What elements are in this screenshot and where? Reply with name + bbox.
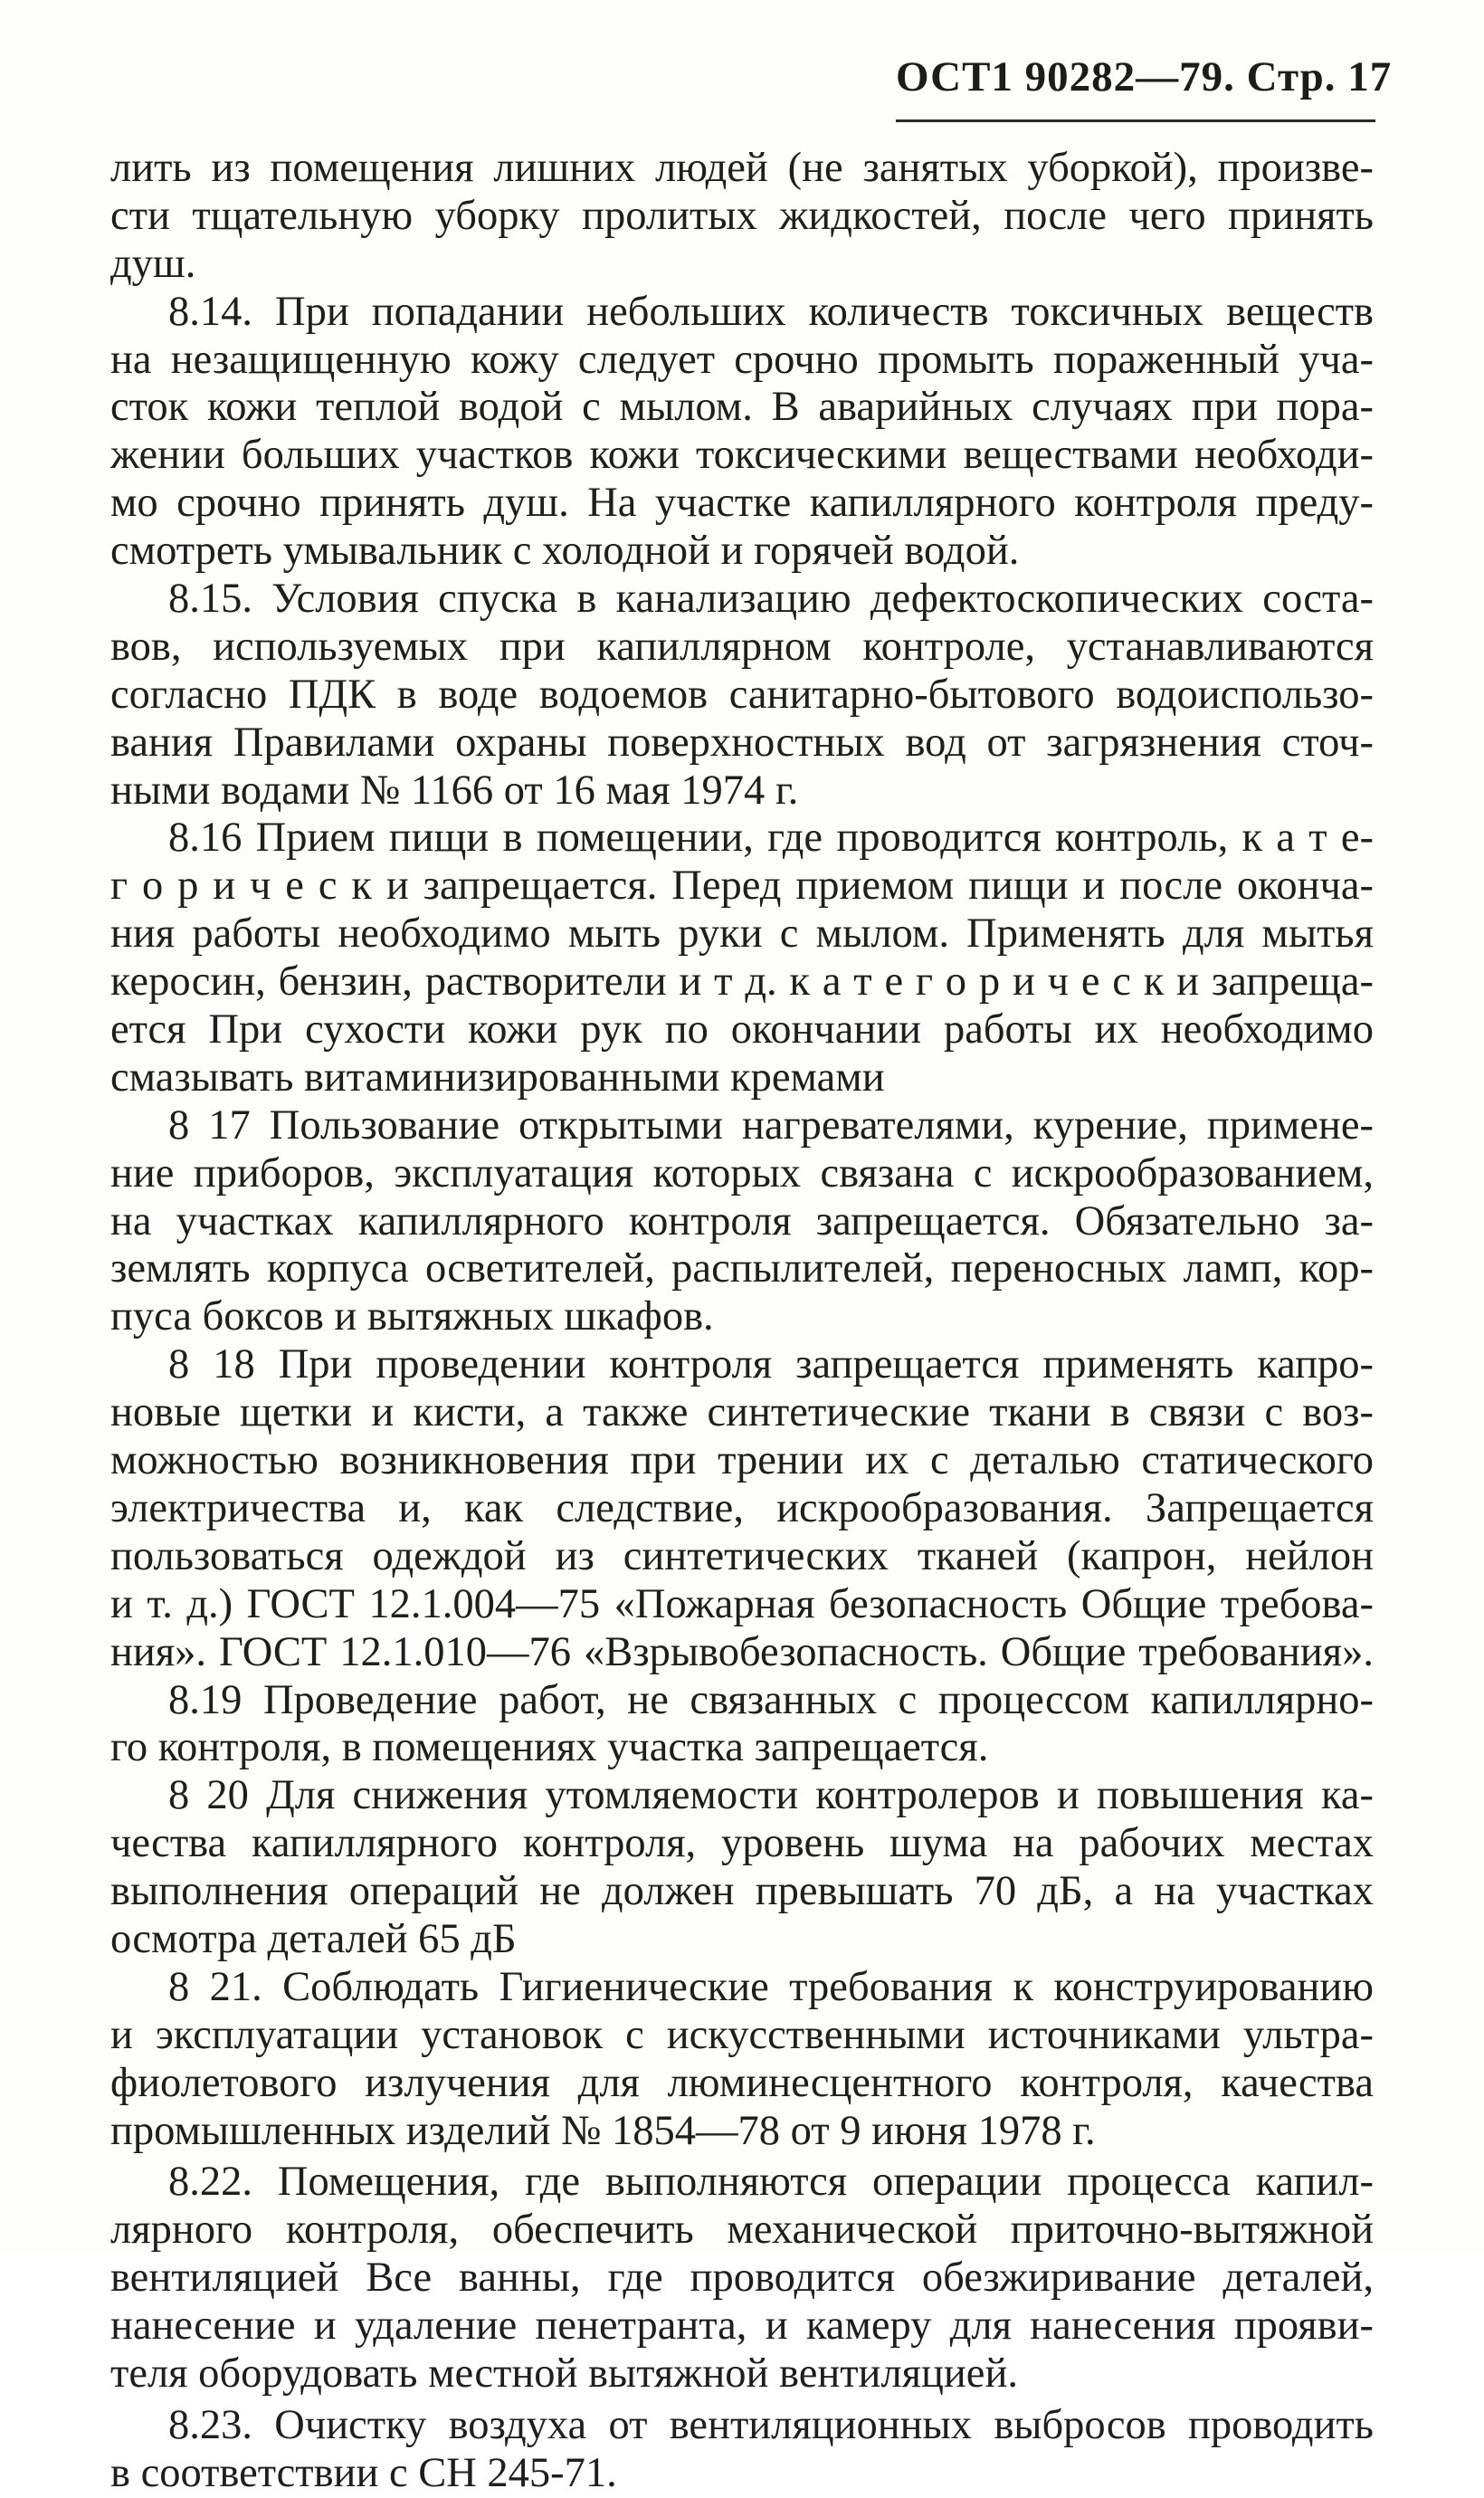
paragraph-8-15: [110, 576, 1374, 815]
header-rule: [896, 119, 1375, 122]
text-line: го контроля, в помещениях участка запрещается.: [110, 1724, 989, 1771]
text-line: промышленных изделий № 1854—78 от 9 июня 1978 г.: [110, 2107, 1096, 2154]
text-line: пуса боксов и вытяжных шкафов.: [110, 1293, 714, 1340]
text-line: 8.22. Помещения, где выполняются операции процесса капил-: [168, 2159, 1374, 2206]
text-line: вов, используемых при капиллярном контроле, устанавливаются: [110, 623, 1374, 670]
text-line: г о р и ч е с к и запрещается. Перед приемом пищи и после оконча-: [110, 863, 1374, 910]
text-line: 8.14. При попадании небольших количеств токсичных веществ: [168, 288, 1374, 335]
text-line: в соответствии с СН 245-71.: [110, 2449, 617, 2496]
text-line: теля оборудовать местной вытяжной вентиляцией.: [110, 2350, 1018, 2397]
text-line: ния». ГОСТ 12.1.010—76 «Взрывобезопасность. Общие требования».: [110, 1628, 1374, 1675]
text-line: новые щетки и кисти, а также синтетические ткани в связи с воз-: [110, 1389, 1374, 1436]
text-line: на участках капиллярного контроля запрещается. Обязательно за-: [110, 1197, 1374, 1244]
paragraph-8-19: [110, 1677, 1374, 1773]
text-line: ется При сухости кожи рук по окончании работы их необходимо: [110, 1006, 1374, 1054]
text-line: ными водами № 1166 от 16 мая 1974 г.: [110, 767, 799, 814]
paragraph-8-22: [110, 2159, 1374, 2398]
text-line: сток кожи теплой водой с мылом. В аварийных случаях при пора-: [110, 384, 1374, 431]
text-line: жении больших участков кожи токсическими веществами необходи-: [110, 432, 1374, 479]
text-line: 8.19 Проведение работ, не связанных с процессом капиллярно-: [168, 1676, 1374, 1723]
text-line: смотреть умывальник с холодной и горячей водой.: [110, 528, 1020, 575]
text-line: лярного контроля, обеспечить механической приточно-вытяжной: [110, 2207, 1374, 2254]
text-line: мо срочно принять душ. На участке капиллярного контроля преду-: [110, 480, 1374, 527]
paragraph-8-18: [110, 1341, 1374, 1676]
text-line: вентиляцией Все ванны, где проводится обезжиривание деталей,: [110, 2255, 1374, 2302]
text-line: вания Правилами охраны поверхностных вод от загрязнения сточ-: [110, 719, 1374, 766]
text-line: сти тщательную уборку пролитых жидкостей, после чего принять: [110, 192, 1374, 239]
text-line: ние приборов, эксплуатация которых связана с искрообразованием,: [110, 1149, 1374, 1197]
text-line: и эксплуатации установок с искусственными источниками ультра-: [110, 2011, 1374, 2058]
text-line: ния работы необходимо мыть руки с мылом. Применять для мытья: [110, 911, 1374, 958]
text-line: 8.16 Прием пищи в помещении, где проводится контроль, к а т е-: [168, 815, 1374, 862]
text-line: керосин, бензин, растворители и т д. к а т е г о р и ч е с к и запреща-: [110, 958, 1374, 1006]
text-line: фиолетового излучения для люминесцентного контроля, качества: [110, 2059, 1374, 2106]
paragraph-8-23: [110, 2402, 1374, 2498]
text-line: и т. д.) ГОСТ 12.1.004—75 «Пожарная безопасность Общие требова-: [110, 1580, 1374, 1627]
text-line: смазывать витаминизированными кремами: [110, 1054, 885, 1101]
text-line: 8.23. Очистку воздуха от вентиляционных выбросов проводить: [168, 2401, 1374, 2448]
text-line: чества капиллярного контроля, уровень шума на рабочих местах: [110, 1820, 1374, 1867]
paragraph-8-14: [110, 289, 1374, 576]
paragraph-8-17: [110, 1102, 1374, 1341]
text-line: лить из помещения лишних людей (не занятых уборкой), произве-: [110, 145, 1374, 191]
document-body: [110, 145, 1374, 2498]
text-line: на незащищенную кожу следует срочно промыть пораженный уча-: [110, 336, 1374, 383]
text-line: 8 18 При проведении контроля запрещается применять капро-: [168, 1341, 1374, 1388]
text-line: 8 17 Пользование открытыми нагревателями, курение, примене-: [168, 1101, 1374, 1149]
text-line: согласно ПДК в воде водоемов санитарно-бытового водоиспользо-: [110, 671, 1374, 718]
text-line: электричества и, как следствие, искрообразования. Запрещается: [110, 1484, 1374, 1531]
text-line: осмотра деталей 65 дБ: [110, 1915, 517, 1962]
text-line: пользоваться одеждой из синтетических тканей (капрон, нейлон: [110, 1532, 1374, 1579]
text-line: 8 21. Соблюдать Гигиенические требования к конструированию: [168, 1963, 1374, 2010]
paragraph-8-21: [110, 1964, 1374, 2156]
text-line: 8.15. Условия спуска в канализацию дефектоскопических соста-: [168, 576, 1374, 623]
text-line: 8 20 Для снижения утомляемости контролеров и повышения ка-: [168, 1772, 1374, 1819]
text-line: можностью возникновения при трении их с деталью статического: [110, 1437, 1374, 1484]
text-line: душ.: [110, 240, 196, 287]
paragraph-8-20: [110, 1772, 1374, 1964]
paragraph-continuation: [110, 145, 1374, 289]
text-line: нанесение и удаление пенетранта, и камеру для нанесения прояви-: [110, 2303, 1374, 2350]
page-header: ОСТ1 90282—79. Стр. 17: [896, 53, 1393, 100]
text-line: землять корпуса осветителей, распылителей, переносных ламп, кор-: [110, 1245, 1374, 1292]
paragraph-8-16: [110, 815, 1374, 1101]
text-line: выполнения операций не должен превышать 70 дБ, а на участках: [110, 1868, 1374, 1915]
